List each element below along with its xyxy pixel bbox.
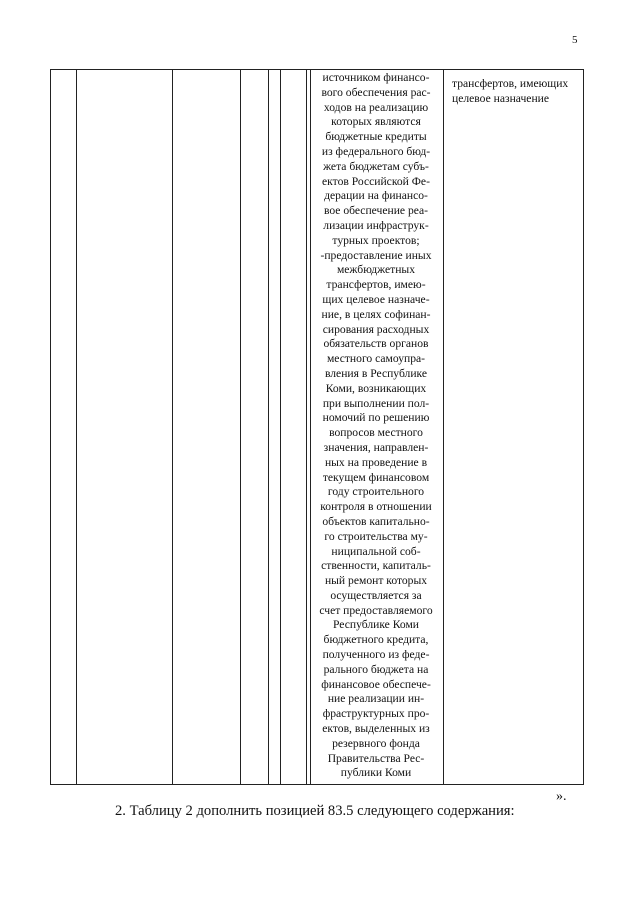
table-cell-line: Правительства Рес- [327, 751, 425, 765]
table-cell-line: ектов, выделенных из [322, 722, 430, 736]
table-cell-line: финансовое обеспече- [321, 677, 431, 691]
table-cell-line: резервного фонда [332, 736, 420, 750]
table-cell-line: значения, направлен- [323, 440, 429, 454]
table-cell-line: ходов на реализацию [323, 100, 429, 114]
table-cell-line: обязательств органов [323, 337, 429, 351]
table-cell-line: лизации инфраструк- [323, 218, 429, 232]
table-cell-line: го строительства му- [324, 529, 428, 543]
table-cell-line: полученного из феде- [322, 648, 430, 662]
table-cell-line: вое обеспечение реа- [323, 204, 429, 218]
table-cell-line: источником финансо- [322, 71, 430, 84]
table-divider [76, 69, 77, 785]
table-cell-line: местного самоупра- [326, 352, 426, 366]
table-cell-line: вопросов местного [329, 426, 423, 440]
table-border-right [583, 69, 584, 785]
page-number: 5 [572, 34, 578, 46]
table-divider [240, 69, 241, 785]
table-cell-line: сирования расходных [322, 322, 430, 336]
table-cell-purpose [452, 77, 568, 107]
table-divider [443, 69, 444, 785]
table-cell-line: бюджетного кредита, [323, 633, 429, 647]
table-divider [310, 69, 311, 785]
table-cell-description [313, 71, 439, 781]
table-cell-line: объектов капитально- [322, 514, 430, 528]
table-cell-line: ственности, капиталь- [321, 559, 431, 573]
table-cell-line: жета бюджетам субъ- [323, 159, 429, 173]
table-cell-line: рального бюджета на [323, 662, 429, 676]
table-cell-line: которых являются [331, 115, 421, 129]
table-divider [306, 69, 307, 785]
table-cell-line: щих целевое назначе- [322, 292, 430, 306]
table-cell-line: текущем финансовом [322, 470, 430, 484]
table-cell-line: ектов Российской Фе- [322, 174, 430, 188]
table-cell-line: трансфертов, имеющих [452, 77, 569, 90]
table-border-top [50, 69, 584, 70]
table-cell-line: -предоставление иных [320, 248, 432, 262]
table-cell-line: счет предоставляемого [319, 603, 433, 617]
table-cell-line: Коми, возникающих [325, 381, 427, 395]
table-cell-line: фраструктурных про- [322, 707, 430, 721]
table-cell-line: дерации на финансо- [324, 189, 428, 203]
table-divider [280, 69, 281, 785]
table-cell-line: из федерального бюд- [321, 144, 431, 158]
table-cell-line: целевое назначение [452, 91, 550, 105]
table-cell-line: турных проектов; [332, 233, 420, 247]
table-cell-line: ниципальной соб- [331, 544, 421, 558]
table-cell-line: ние реализации ин- [327, 692, 425, 706]
table-border-left [50, 69, 51, 785]
table-cell-line: вления в Республике [324, 366, 428, 380]
table-cell-line: ние, в целях софинан- [321, 307, 431, 321]
amendment-instruction: 2. Таблицу 2 дополнить позицией 83.5 следующего содержания: [115, 803, 515, 819]
table-border-bottom [50, 784, 584, 785]
table-cell-line: трансфертов, имею- [326, 278, 426, 292]
table-cell-line: при выполнении пол- [322, 396, 430, 410]
table-cell-line: осуществляется за [330, 588, 422, 602]
table-cell-line: межбюджетных [336, 263, 416, 277]
closing-quote: ». [556, 789, 567, 804]
table-divider [172, 69, 173, 785]
table-cell-line: ных на проведение в [324, 455, 428, 469]
table-cell-line: Республике Коми [333, 618, 419, 632]
table-cell-line: номочий по решению [322, 411, 430, 425]
table-cell-line: контроля в отношении [320, 500, 432, 514]
table-divider [268, 69, 269, 785]
table-cell-line: вого обеспечения рас- [321, 85, 431, 99]
table-cell-line: публики Коми [340, 766, 412, 780]
table-cell-line: году строительного [327, 485, 425, 499]
table-cell-line: бюджетные кредиты [325, 130, 427, 144]
table-cell-line: ный ремонт которых [324, 574, 428, 588]
